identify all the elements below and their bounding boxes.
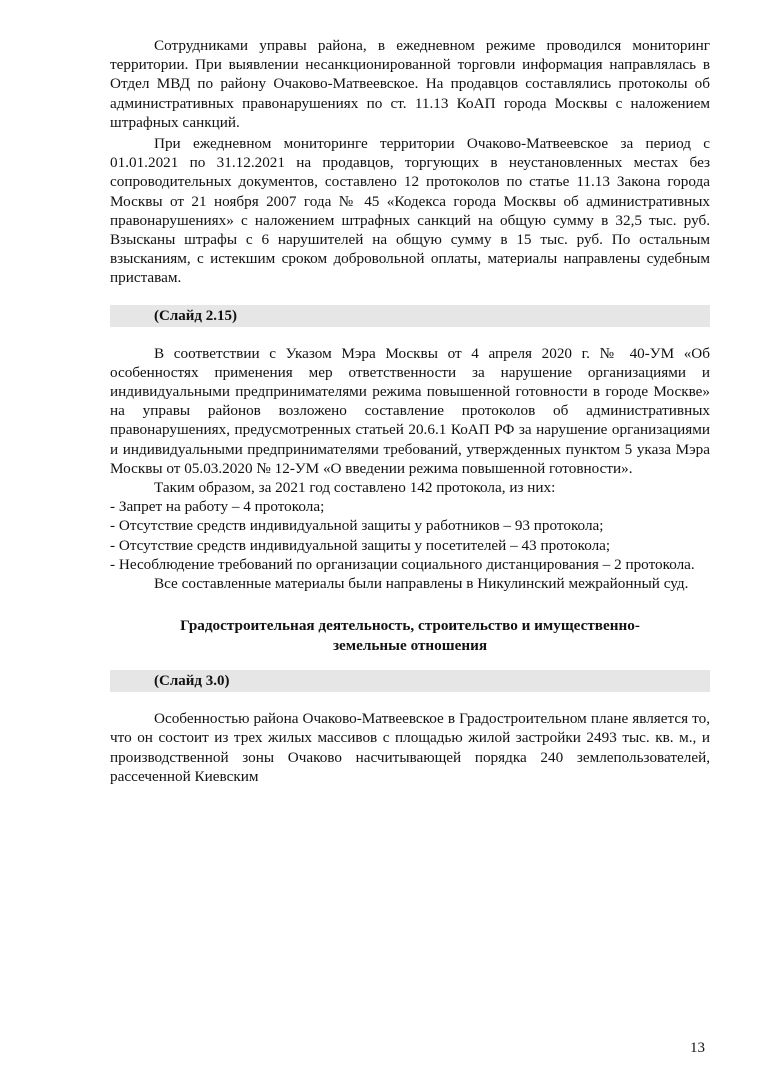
document-page bbox=[110, 36, 710, 786]
paragraph-decree: В соответствии с Указом Мэра Москвы от 4 апреля 2020 г. № 40-УМ «Об особенностях применения мер ответственности за нарушение организациями и индивидуальными предпринимателями режима повышенной готовности в городе Москве» на управы районов возложено составление протоколов об административных правонарушениях, предусмотренных статьей 20.6.1 КоАП РФ за нарушение организациями и индивидуальными предпринимателями требований, утвержденных пунктом 5 указа Мэра Москвы от 05.03.2020 № 12-УМ «О введении режима повышенной готовности». bbox=[110, 344, 710, 477]
list-item-workers-protection: - Отсутствие средств индивидуальной защиты у работников – 93 протокола; bbox=[110, 517, 604, 535]
paragraph-protocol-total: Таким образом, за 2021 год составлено 142 протокола, из них: bbox=[154, 479, 556, 497]
paragraph-district-features: Особенностью района Очаково-Матвеевское в Градостроительном плане является то, что он состоит из трех жилых массивов с площадью жилой застройки 2493 тыс. кв. м., и производственной зоны Очаково насчитывающей порядка 240 землепользователей, рассеченной Киевским bbox=[110, 710, 710, 785]
list-item-visitors-protection: - Отсутствие средств индивидуальной защиты у посетителей – 43 протокола; bbox=[110, 536, 611, 554]
paragraph-monitoring: Сотрудниками управы района, в ежедневном режиме проводился мониторинг территории. При выявлении несанкционированной торговли информация направлялась в Отдел МВД по району Очаково-Матвеевское. На продавцов составлялись протоколы об административных правонарушениях по ст. 11.13 КоАП города Москвы с наложением штрафных санкций. bbox=[110, 37, 710, 131]
slide-label-3-0: (Слайд 3.0) bbox=[110, 670, 710, 692]
page-number: 13 bbox=[690, 1040, 705, 1056]
slide-label-2-15: (Слайд 2.15) bbox=[110, 305, 710, 327]
list-item-distancing: - Несоблюдение требований по организации социального дистанцирования – 2 протокола. bbox=[110, 555, 695, 573]
paragraph-court: Все составленные материалы были направлены в Никулинский межрайонный суд. bbox=[154, 575, 689, 593]
paragraph-monitoring-stats: При ежедневном мониторинге территории Очаково-Матвеевское за период с 01.01.2021 по 31.12.2021 на продавцов, торгующих в неустановленных местах без сопроводительных документов, составлено 12 протоколов по статье 11.13 Закона города Москвы от 21 ноября 2007 года № 45 «Кодекса города Москвы об административных правонарушениях» с наложением штрафных санкций на общую сумму в 32,5 тыс. руб. Взысканы штрафы с 6 нарушителей на общую сумму в 15 тыс. руб. По остальным взысканиям, с истекшим сроком добровольной оплаты, материалы направлены судебным приставам. bbox=[110, 135, 710, 287]
section-heading: Градостроительная деятельность, строительство и имущественно-земельные отношения bbox=[180, 617, 640, 654]
list-item-work-ban: - Запрет на работу – 4 протокола; bbox=[110, 498, 325, 516]
